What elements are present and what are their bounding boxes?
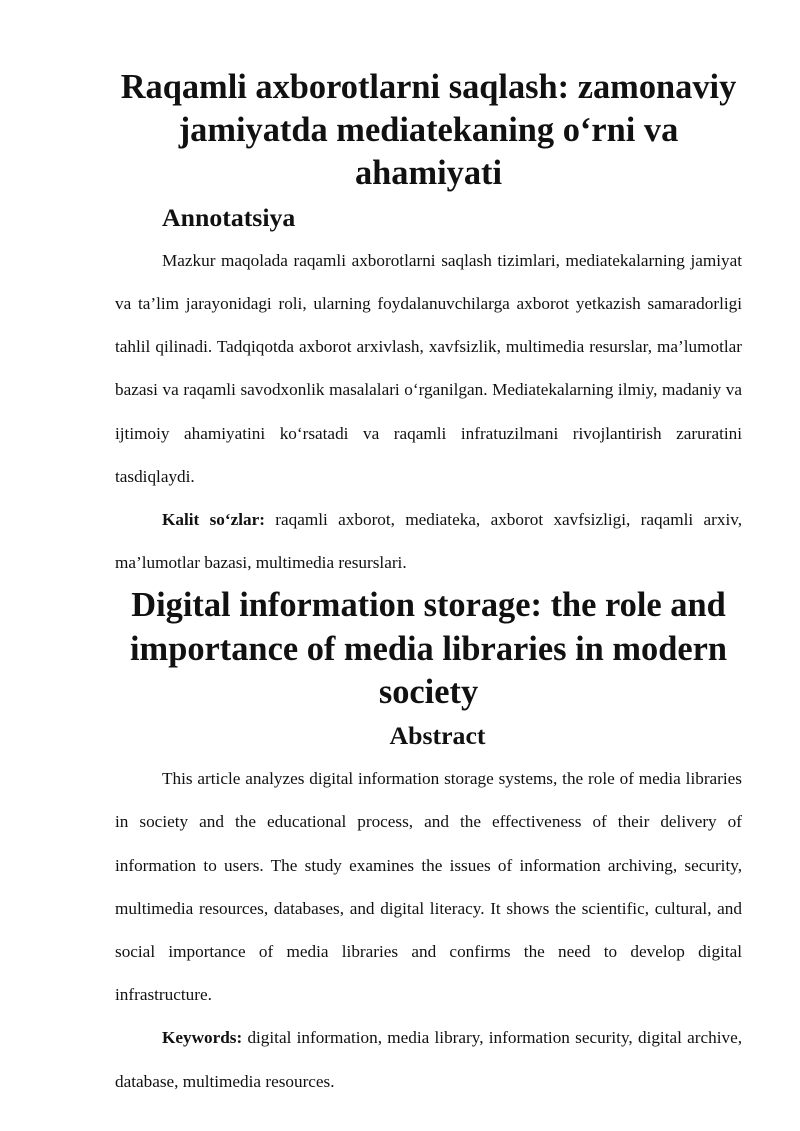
uz-annotation-text: Mazkur maqolada raqamli axborotlarni saqlash tizimlari, mediatekalarning jamiyat va ta’lim jarayonidagi roli, ularning foydalanuvchilarga axborot yetkazish samaradorligi tahlil qilinadi. Tadqiqotda axborot arxivlash, xavfsizlik, multimedia resurslar, ma’lumotlar bazasi va raqamli savodxonlik masalalari o‘rganilgan. Mediatekalarning ilmiy, madaniy va ijtimoiy ahamiyatini ko‘rsatadi va raqamli infratuzilmani rivojlantirish zaruratini tasdiqlaydi. [115, 250, 742, 486]
en-keywords-label: Keywords: [162, 1028, 243, 1048]
en-abstract-heading: Abstract [389, 721, 486, 751]
en-title: Digital information storage: the role and importance of media libraries in modern society [130, 586, 727, 711]
en-keywords [115, 1016, 742, 1102]
en-abstract-text: This article analyzes digital information storage systems, the role of media libraries in society and the educational process, and the effectiveness of their delivery of information to users. The study examines the issues of information archiving, security, multimedia resources, databases, and digital literacy. It shows the scientific, cultural, and social importance of media libraries and confirms the need to develop digital infrastructure. [115, 769, 742, 1005]
uz-keywords [115, 498, 742, 584]
uz-annotation-heading: Annotatsiya [162, 202, 296, 232]
uz-title: Raqamli axborotlarni saqlash: zamonaviy jamiyatda mediatekaning o‘rni va ahamiyati [120, 68, 737, 193]
uz-keywords-label: Kalit so‘zlar: [162, 510, 265, 530]
uz-keywords-text: raqamli axborot, mediateka, axborot xavfsizligi, raqamli arxiv, ma’lumotlar bazasi, multimedia resurslari. [115, 510, 742, 573]
en-keywords-text: digital information, media library, information security, digital archive, database, multimedia resources. [115, 1028, 742, 1091]
paper-page [115, 66, 742, 1103]
